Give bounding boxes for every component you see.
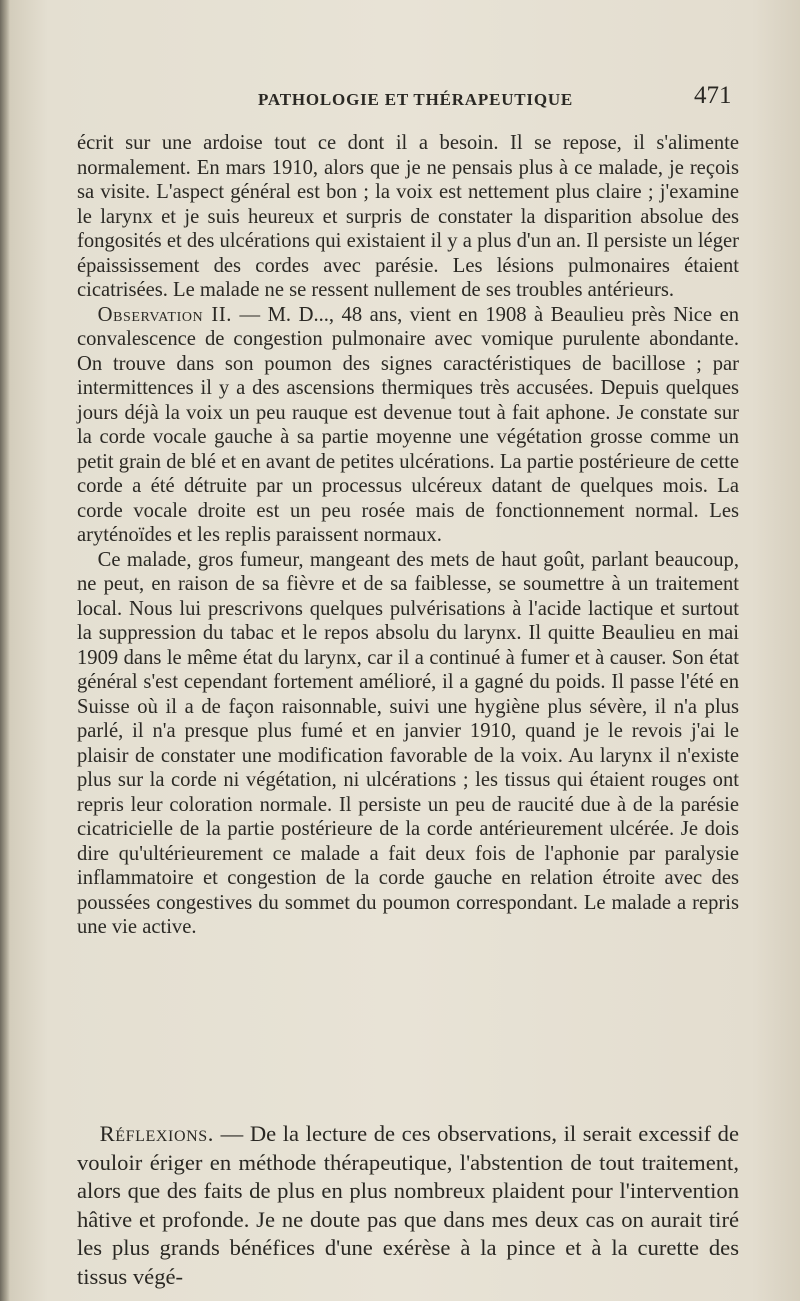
reflexions-text: — De la lecture de ces observations, il serait excessif de vouloir ériger en méthode thérapeutique, l'abstention de tout traitement, alors que des faits de plus en plus nombreux plaident pour l'intervention hâtive et profonde. Je ne doute pas que dans mes deux cas on aurait tiré les plus grands bénéfices d'une exérèse à la pince et à la curette des tissus végé- (77, 1121, 739, 1289)
paragraph-observation-ii (77, 303, 739, 548)
reflexions-heading: Réflexions. (99, 1121, 215, 1146)
observation-heading: Observation II. (97, 303, 233, 326)
paragraph-reflexions (77, 1120, 739, 1292)
paragraph-treatment: Ce malade, gros fumeur, mangeant des mets de haut goût, parlant beaucoup, ne peut, en raison de sa fièvre et de sa faiblesse, se soumettre à un traitement local. Nous lui prescrivons quelques pulvérisations à l'acide lactique et surtout la suppression du tabac et le repos absolu du larynx. Il quitte Beaulieu en mai 1909 dans le même état du larynx, car il a continué à fumer et à causer. Son état général s'est cependant fortement amélioré, il a gagné du poids. Il passe l'été en Suisse où il a de façon raisonnable, suivi une hygiène plus sévère, il n'a plus parlé, il n'a presque plus fumé et en janvier 1910, quand je le revois j'ai le plaisir de constater une modification favorable de la voix. Au larynx il n'existe plus sur la corde ni végétation, ni ulcérations ; les tissus qui étaient rouges ont repris leur coloration normale. Il persiste un peu de raucité due à de la parésie cicatricielle de la partie postérieure de la corde antérieurement ulcérée. Je dois dire qu'ultérieurement ce malade a fait deux fois de l'aphonie par paralysie inflammatoire et congestion de la corde gauche en relation étroite avec des poussées congestives du sommet du poumon correspondant. Le malade a repris une vie active. (77, 548, 739, 938)
page-spine-shadow (0, 0, 10, 1301)
page-header (0, 82, 800, 122)
body-text (77, 131, 739, 940)
observation-text: — M. D..., 48 ans, vient en 1908 à Beaulieu près Nice en convalescence de congestion pulmonaire avec vomique purulente abondante. On trouve dans son poumon des signes caractéristiques de bacillose ; par intermittences il y a des ascensions thermiques très accusées. Depuis quelques jours déjà la voix un peu rauque est devenue tout à fait aphone. Je constate sur la corde vocale gauche à sa partie moyenne une végétation grosse comme un petit grain de blé et en avant de petites ulcérations. La partie postérieure de cette corde a été détruite par un processus ulcéreux datant de quelques mois. La corde vocale droite est un peu rosée mais de fonctionnement normal. Les aryténoïdes et les replis paraissent normaux. (77, 303, 740, 546)
paragraph-continuation: écrit sur une ardoise tout ce dont il a besoin. Il se repose, il s'alimente normalement. En mars 1910, alors que je ne pensais plus à ce malade, je reçois sa visite. L'aspect général est bon ; la voix est nettement plus claire ; j'examine le larynx et je suis heureux et surpris de constater la disparition absolue des fongosités et des ulcérations qui existaient il y a plus d'un an. Il persiste un léger épaississement des cordes avec parésie. Les lésions pulmonaires étaient cicatrisées. Le malade ne se ressent nullement de ses troubles antérieurs. (77, 132, 739, 301)
running-title: PATHOLOGIE ET THÉRAPEUTIQUE (258, 90, 574, 109)
page-number: 471 (694, 82, 732, 109)
